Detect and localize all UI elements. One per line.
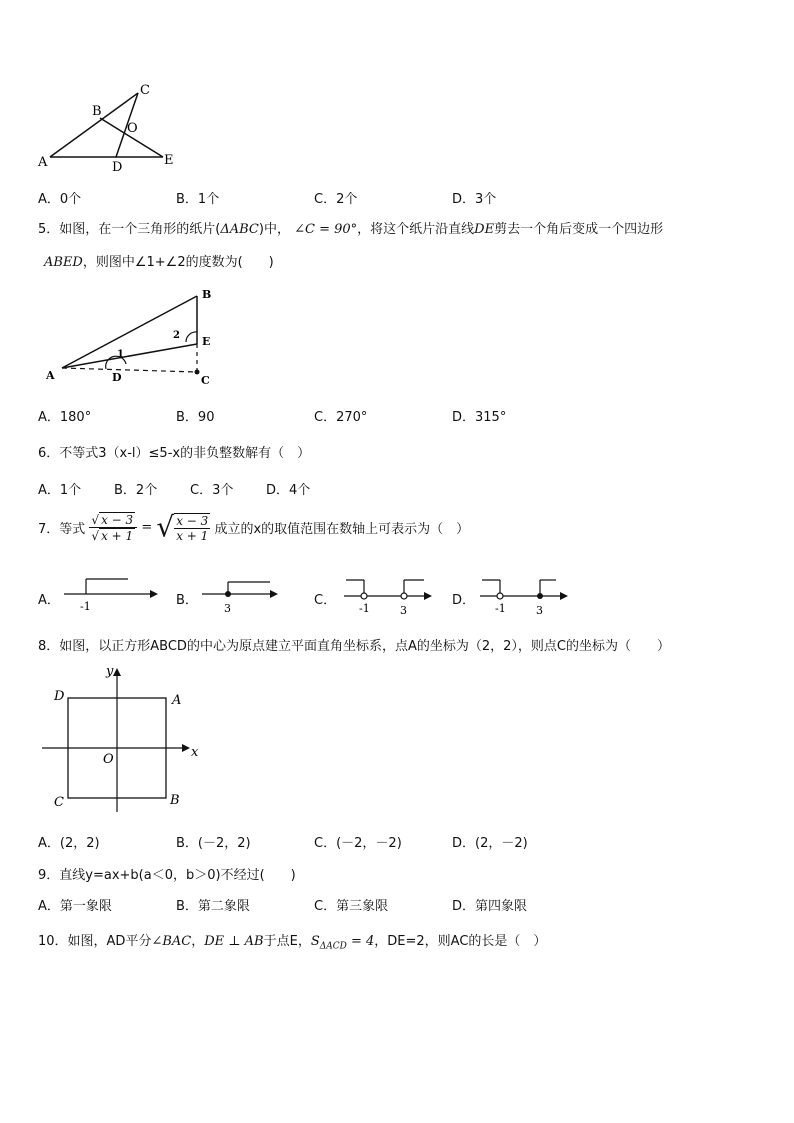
q4-figure: [30, 80, 190, 180]
q7-numberline-d: [476, 574, 576, 616]
label-b: B: [202, 288, 212, 301]
q5-part-e: ，则图中∠1+∠2的度数为( ): [82, 255, 274, 270]
label-x: x: [191, 745, 199, 760]
q7-d-label2: 3: [536, 604, 543, 616]
q10-area-eq: = 4: [346, 934, 375, 949]
q4-option-b[interactable]: B．1个: [176, 192, 220, 207]
q10-text: [38, 930, 546, 952]
q7-numberline-b: [200, 574, 280, 614]
q7-text-after: 成立的x的取值范围在数轴上可表示为（ ）: [214, 522, 470, 537]
q9-option-b[interactable]: B．第二象限: [176, 899, 250, 914]
q7-option-a[interactable]: A．: [38, 593, 60, 608]
q7-option-c[interactable]: C．: [314, 593, 337, 608]
label-e: E: [202, 335, 211, 348]
label-b: B: [92, 104, 102, 119]
label-a: A: [46, 369, 55, 382]
q6-option-a[interactable]: A．1个: [38, 483, 82, 498]
label-c: C: [140, 83, 150, 98]
q6-option-c[interactable]: C．3个: [190, 483, 234, 498]
label-d: D: [112, 160, 123, 175]
q5-figure: [40, 284, 220, 388]
q5-option-c[interactable]: C．270°: [314, 410, 368, 425]
q5-angle: ∠C = 90°: [294, 222, 358, 237]
label-e: E: [164, 153, 174, 168]
q5-option-b[interactable]: B．90: [176, 410, 215, 425]
label-a: A: [38, 155, 48, 170]
q10-perp: DE ⊥ AB: [204, 934, 264, 949]
q10-angle: ∠BAC: [151, 934, 192, 949]
q10-part-a: 10．如图，AD平分: [38, 934, 152, 949]
q7-frac-num: x − 3: [176, 513, 209, 528]
label-b: B: [170, 793, 180, 808]
q8-option-c[interactable]: C．(－2，－2): [314, 836, 402, 851]
q5-part-c: ，将这个纸片沿直线: [357, 222, 475, 237]
q8-option-a[interactable]: A．(2，2): [38, 836, 100, 851]
q7-right-fraction: [174, 513, 210, 543]
q5-part-d: 剪去一个角后变成一个四边形: [494, 222, 664, 237]
q5-part-a: 5．如图，在一个三角形的纸片(: [38, 222, 221, 237]
q9-option-d[interactable]: D．第四象限: [452, 899, 528, 914]
label-d: D: [54, 689, 65, 704]
q8-figure: [36, 662, 216, 818]
q9-option-c[interactable]: C．第三象限: [314, 899, 389, 914]
q5-abed: ABED: [44, 255, 83, 270]
q7-numberline-a: [62, 574, 162, 614]
q10-area-sub: ΔACD: [319, 941, 347, 952]
label-c: C: [201, 374, 210, 387]
label-o: O: [103, 752, 114, 767]
q7-rad2: x + 1: [101, 529, 134, 543]
q10-area: S: [310, 934, 320, 949]
q7-a-label: -1: [80, 600, 91, 613]
q7-b-label: 3: [224, 602, 231, 614]
q7-numberline-c: [340, 574, 440, 616]
q5-text-line2: [44, 251, 274, 270]
q6-option-b[interactable]: B．2个: [114, 483, 158, 498]
q5-de: DE: [474, 222, 495, 237]
q7-text: 7．等式 $\frac{√ x - 3}{√ x + 1}$ = √ $\frac{x - 3}{x + 1}$ 成立的x的取值范围在数轴上可表示为（ ）: [38, 510, 470, 544]
q5-part-b: )中，: [258, 222, 290, 237]
q7-equals: =: [141, 520, 153, 535]
q6-option-d[interactable]: D．4个: [266, 483, 311, 498]
q8-option-b[interactable]: B．(－2，2): [176, 836, 251, 851]
q7-left-fraction: $\frac{√ x - 3}{√ x + 1}$: [89, 512, 137, 543]
q7-option-d[interactable]: D．: [452, 593, 476, 608]
q5-option-d[interactable]: D．315°: [452, 410, 507, 425]
label-d: D: [112, 371, 122, 384]
label-o: O: [127, 121, 138, 136]
q6-text: 6．不等式3（x-l）≤5-x的非负整数解有（ ）: [38, 446, 311, 461]
q9-text: 9．直线y=ax+b(a＜0，b＞0)不经过( ): [38, 868, 296, 883]
label-y: y: [106, 664, 114, 679]
label-angle-1: 1: [117, 349, 124, 360]
q7-frac-den: x + 1: [176, 528, 209, 543]
q8-text: 8．如图，以正方形ABCD的中心为原点建立平面直角坐标系，点A的坐标为（2，2），则点C的坐标为（ ）: [38, 639, 670, 654]
q10-part-b: ，: [191, 934, 205, 949]
label-angle-2: 2: [173, 330, 180, 341]
q7-option-b[interactable]: B．: [176, 593, 198, 608]
q7-c-label2: 3: [400, 604, 407, 616]
q5-text-line1: [38, 218, 663, 237]
q9-option-a[interactable]: A．第一象限: [38, 899, 112, 914]
label-c: C: [54, 795, 64, 810]
q7-d-label1: -1: [495, 602, 506, 615]
q10-part-c: 于点E，: [263, 934, 311, 949]
q4-option-d[interactable]: D．3个: [452, 192, 497, 207]
q7-c-label1: -1: [359, 602, 370, 615]
q7-number: 7．等式: [38, 522, 86, 537]
q4-option-a[interactable]: A．0个: [38, 192, 82, 207]
q5-option-a[interactable]: A．180°: [38, 410, 92, 425]
q5-triangle: ΔABC: [220, 222, 259, 237]
q10-part-d: ，DE=2，则AC的长是（ ）: [374, 934, 547, 949]
label-a: A: [172, 693, 182, 708]
q4-option-c[interactable]: C．2个: [314, 192, 358, 207]
q7-rad1: x − 3: [101, 513, 134, 527]
q8-option-d[interactable]: D．(2，－2): [452, 836, 528, 851]
